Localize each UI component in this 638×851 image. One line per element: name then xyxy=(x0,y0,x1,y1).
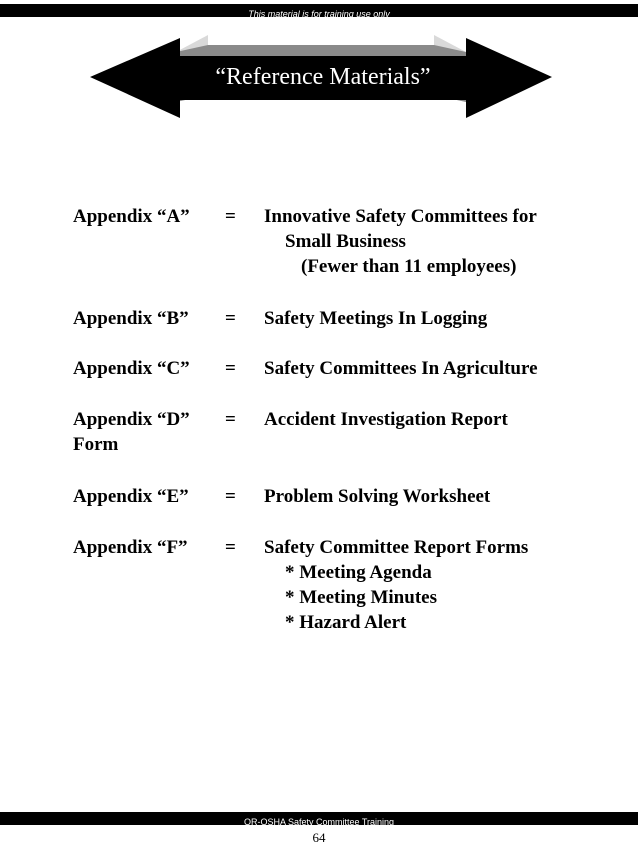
appendix-f-description: Safety Committee Report Forms * Meeting Agenda * Meeting Minutes * Hazard Alert xyxy=(264,537,529,633)
appendix-d-label: Appendix “D” Form xyxy=(73,409,190,455)
appendix-d-description: Accident Investigation Report xyxy=(264,409,508,430)
appendix-e-description: Problem Solving Worksheet xyxy=(264,486,491,507)
list-item: * Hazard Alert xyxy=(285,612,407,633)
list-item: * Meeting Minutes xyxy=(285,587,437,608)
appendix-a-description: Innovative Safety Committees for Small Business (Fewer than 11 employees) xyxy=(264,206,537,277)
list-item: * Meeting Agenda xyxy=(285,562,432,583)
equals-sign: = xyxy=(225,358,236,379)
header-notice: This material is for training use only xyxy=(248,9,390,19)
equals-sign: = xyxy=(225,486,236,507)
header-bar xyxy=(0,4,638,17)
equals-sign: = xyxy=(225,206,236,227)
page-number: 64 xyxy=(312,830,326,845)
appendix-c-label: Appendix “C” xyxy=(73,358,190,379)
equals-sign: = xyxy=(225,409,236,430)
footer-bar xyxy=(0,812,638,825)
appendix-a-label: Appendix “A” xyxy=(73,206,190,227)
appendix-e-label: Appendix “E” xyxy=(73,486,189,507)
equals-sign: = xyxy=(225,308,236,329)
footer-course: OR-OSHA Safety Committee Training xyxy=(243,817,395,827)
appendix-c-description: Safety Committees In Agriculture xyxy=(264,358,538,379)
appendix-f-label: Appendix “F” xyxy=(73,537,188,558)
page-title: “Reference Materials” xyxy=(215,64,431,90)
equals-sign: = xyxy=(225,537,236,558)
appendix-b-label: Appendix “B” xyxy=(73,308,189,329)
appendix-b-description: Safety Meetings In Logging xyxy=(264,308,488,329)
